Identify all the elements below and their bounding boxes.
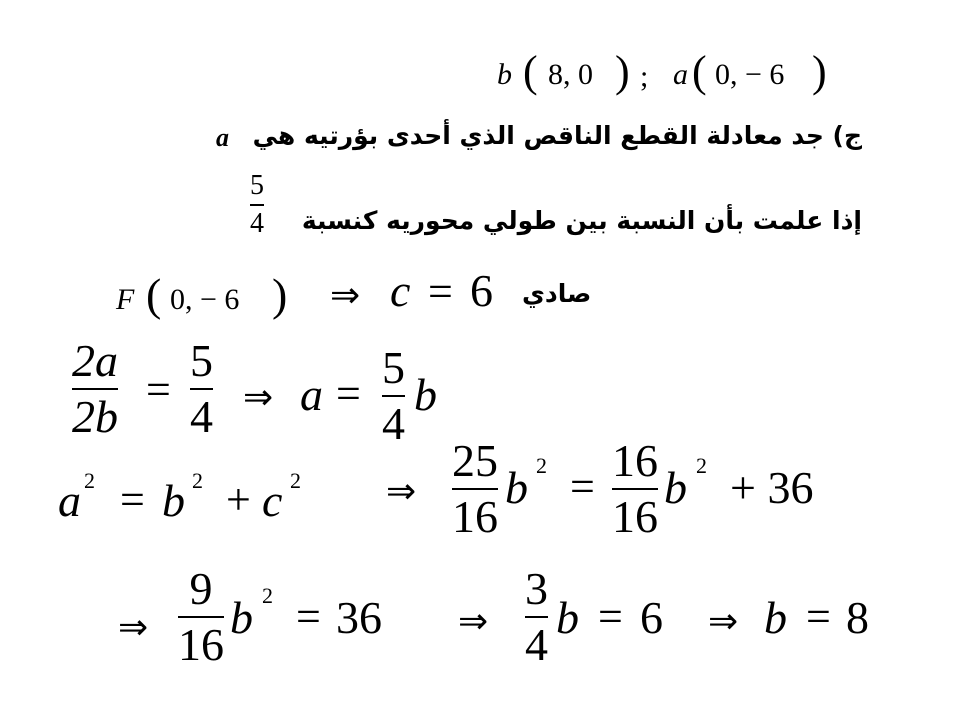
- equals-sign: =: [120, 475, 145, 524]
- close-paren: ): [812, 47, 827, 96]
- implies-arrow: ⇒: [118, 607, 149, 648]
- c-var: c: [390, 265, 411, 316]
- ratio-denominator: 4: [250, 208, 264, 239]
- fraction-bar: [190, 388, 213, 390]
- b-var: b: [414, 369, 437, 420]
- implies-arrow: ⇒: [458, 601, 489, 642]
- ratio-numerator: 5: [250, 170, 264, 201]
- fraction-16-16: [612, 435, 658, 542]
- equals-sign: =: [570, 462, 595, 511]
- question-var-a: a: [216, 123, 229, 152]
- equals-sign: =: [146, 365, 171, 414]
- rhs-denominator: 4: [190, 391, 213, 442]
- implies-arrow: ⇒: [243, 377, 274, 418]
- open-paren: (: [692, 47, 707, 96]
- constant-term: + 36: [730, 462, 814, 513]
- c-value: 6: [470, 265, 493, 316]
- equals-sign: =: [296, 592, 321, 641]
- exponent: 2: [696, 453, 707, 478]
- b-var: b: [230, 592, 253, 643]
- fraction-bar: [178, 616, 224, 618]
- fraction-denominator: 16: [452, 491, 498, 542]
- fraction-bar: [382, 395, 405, 397]
- fraction-denominator: 16: [612, 491, 658, 542]
- lhs-denominator: 2b: [72, 391, 118, 442]
- coef-fraction: [382, 342, 405, 449]
- equals-sign: =: [428, 267, 453, 316]
- fraction-bar: [612, 488, 658, 490]
- point-b-label: b: [497, 58, 512, 91]
- a-var: a: [58, 475, 81, 526]
- fraction-bar: [452, 488, 498, 490]
- open-paren: (: [146, 269, 162, 320]
- close-paren: ): [615, 47, 630, 96]
- implies-arrow: ⇒: [330, 275, 361, 316]
- b-var: b: [764, 592, 787, 643]
- exponent: 2: [290, 468, 301, 493]
- a-var: a: [300, 369, 323, 420]
- fraction-3-4: [525, 563, 548, 670]
- focus-label: F: [116, 283, 135, 316]
- fraction-numerator: 16: [612, 435, 658, 486]
- value-6: 6: [640, 592, 663, 643]
- lhs-numerator: 2a: [72, 335, 118, 386]
- question-line1: ج) جد معادلة القطع الناقص الذي أحدى بؤرتيه هي: [252, 121, 862, 150]
- fraction-numerator: 3: [525, 563, 548, 614]
- fraction-bar: [525, 616, 548, 618]
- rhs-fraction: [190, 335, 213, 442]
- b-var: b: [556, 592, 579, 643]
- implies-arrow: ⇒: [386, 471, 417, 512]
- equals-sign: =: [806, 592, 831, 641]
- exponent: 2: [192, 468, 203, 493]
- fraction-bar: [250, 204, 264, 206]
- rhs-numerator: 5: [190, 335, 213, 386]
- fraction-9-16: [178, 563, 224, 670]
- fraction-numerator: 9: [189, 563, 213, 614]
- plus-sign: +: [226, 475, 251, 524]
- equals-sign: =: [336, 369, 361, 418]
- implies-arrow: ⇒: [708, 601, 739, 642]
- point-b-coords: 8, 0: [548, 58, 593, 91]
- open-paren: (: [523, 47, 538, 96]
- b-var: b: [162, 475, 185, 526]
- exponent: 2: [262, 583, 273, 608]
- lhs-fraction: [72, 335, 118, 442]
- axis-word: صادي: [522, 279, 592, 308]
- value-36: 36: [336, 592, 382, 643]
- b-var: b: [664, 462, 687, 513]
- fraction-25-16: [452, 435, 498, 542]
- point-a-coords: 0, − 6: [715, 58, 785, 91]
- coef-denominator: 4: [382, 398, 405, 449]
- value-8: 8: [846, 592, 869, 643]
- b-var: b: [505, 462, 528, 513]
- point-a-label: a: [673, 58, 688, 91]
- fraction-denominator: 16: [178, 619, 224, 670]
- question-line2: إذا علمت بأن النسبة بين طولي محوريه كنسبة: [301, 206, 862, 235]
- ratio-fraction: [250, 172, 264, 238]
- equals-sign: =: [598, 592, 623, 641]
- coef-numerator: 5: [382, 342, 405, 393]
- fraction-numerator: 25: [452, 435, 498, 486]
- fraction-bar: [72, 388, 118, 390]
- focus-coords: 0, − 6: [170, 283, 240, 316]
- fraction-denominator: 4: [525, 619, 548, 670]
- c-var: c: [262, 475, 283, 526]
- exponent: 2: [84, 468, 95, 493]
- exponent: 2: [536, 453, 547, 478]
- close-paren: ): [272, 269, 288, 320]
- points-separator: ;: [640, 60, 649, 93]
